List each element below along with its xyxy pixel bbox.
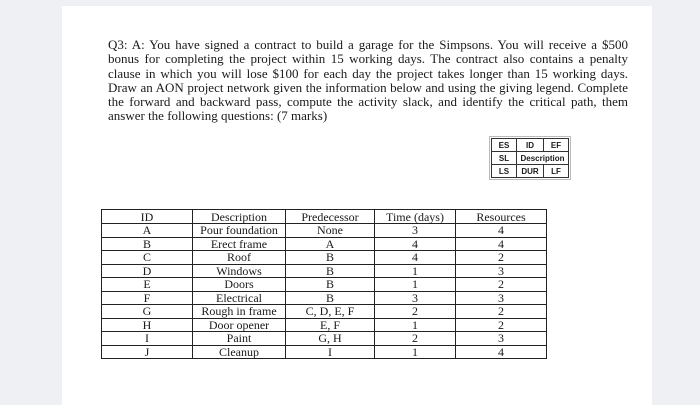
table-row <box>102 237 547 251</box>
cell-time: 1 <box>375 345 456 359</box>
cell-id: F <box>102 291 193 305</box>
cell-resources: 4 <box>456 237 547 251</box>
cell-resources: 2 <box>456 251 547 265</box>
cell-predecessor: I <box>286 345 375 359</box>
cell-resources: 3 <box>456 332 547 346</box>
cell-predecessor: None <box>286 224 375 238</box>
cell-id: D <box>102 264 193 278</box>
cell-time: 3 <box>375 291 456 305</box>
cell-resources: 3 <box>456 291 547 305</box>
cell-description: Paint <box>193 332 286 346</box>
cell-predecessor: G, H <box>286 332 375 346</box>
table-row <box>102 305 547 319</box>
cell-description: Rough in frame <box>193 305 286 319</box>
cell-time: 2 <box>375 305 456 319</box>
cell-resources: 2 <box>456 305 547 319</box>
cell-id: A <box>102 224 193 238</box>
cell-predecessor: A <box>286 237 375 251</box>
legend-cell-sl: SL <box>492 152 517 165</box>
table-row <box>102 318 547 332</box>
table-body <box>102 224 547 359</box>
cell-description: Erect frame <box>193 237 286 251</box>
cell-predecessor: B <box>286 251 375 265</box>
cell-time: 1 <box>375 318 456 332</box>
cell-id: B <box>102 237 193 251</box>
table-row <box>102 291 547 305</box>
header-resources: Resources <box>456 210 547 224</box>
legend-cell-es: ES <box>492 139 517 152</box>
question-text: Q3: A: You have signed a contract to build a garage for the Simpsons. You will receive a $500 bonus for completing the project within 15 working days. The contract also contains a penalty clause in which you will lose $100 for each day the project takes longer than 15 working days. Draw an AON project network given the information below and using the giving legend. Complete the forward and backward pass, compute the activity slack, and identify the critical path, them answer the following questions: (7 marks) <box>108 37 628 124</box>
table-row <box>102 264 547 278</box>
aon-legend <box>491 138 569 178</box>
legend-cell-description: Description <box>517 152 569 165</box>
table-row <box>102 224 547 238</box>
cell-resources: 4 <box>456 345 547 359</box>
cell-id: J <box>102 345 193 359</box>
legend-cell-ls: LS <box>492 165 517 178</box>
cell-predecessor: C, D, E, F <box>286 305 375 319</box>
table-row <box>102 251 547 265</box>
cell-predecessor: B <box>286 278 375 292</box>
cell-predecessor: B <box>286 291 375 305</box>
legend-row <box>492 152 569 165</box>
table-row <box>102 332 547 346</box>
activity-table <box>101 209 547 359</box>
cell-description: Door opener <box>193 318 286 332</box>
cell-id: G <box>102 305 193 319</box>
table-row <box>102 345 547 359</box>
cell-id: H <box>102 318 193 332</box>
header-time: Time (days) <box>375 210 456 224</box>
cell-description: Roof <box>193 251 286 265</box>
cell-description: Doors <box>193 278 286 292</box>
cell-time: 4 <box>375 237 456 251</box>
cell-predecessor: E, F <box>286 318 375 332</box>
cell-description: Cleanup <box>193 345 286 359</box>
cell-time: 4 <box>375 251 456 265</box>
legend-row <box>492 165 569 178</box>
cell-resources: 4 <box>456 224 547 238</box>
cell-description: Pour foundation <box>193 224 286 238</box>
legend-cell-dur: DUR <box>517 165 544 178</box>
header-description: Description <box>193 210 286 224</box>
cell-time: 1 <box>375 264 456 278</box>
legend-cell-id: ID <box>517 139 544 152</box>
cell-time: 3 <box>375 224 456 238</box>
table-header-row <box>102 210 547 224</box>
legend-row <box>492 139 569 152</box>
cell-description: Electrical <box>193 291 286 305</box>
cell-id: I <box>102 332 193 346</box>
header-predecessor: Predecessor <box>286 210 375 224</box>
document-page <box>62 6 652 405</box>
cell-resources: 2 <box>456 318 547 332</box>
header-id: ID <box>102 210 193 224</box>
legend-cell-lf: LF <box>544 165 569 178</box>
table-row <box>102 278 547 292</box>
cell-resources: 3 <box>456 264 547 278</box>
cell-id: E <box>102 278 193 292</box>
legend-cell-ef: EF <box>544 139 569 152</box>
cell-time: 1 <box>375 278 456 292</box>
cell-time: 2 <box>375 332 456 346</box>
cell-description: Windows <box>193 264 286 278</box>
cell-predecessor: B <box>286 264 375 278</box>
cell-resources: 2 <box>456 278 547 292</box>
cell-id: C <box>102 251 193 265</box>
